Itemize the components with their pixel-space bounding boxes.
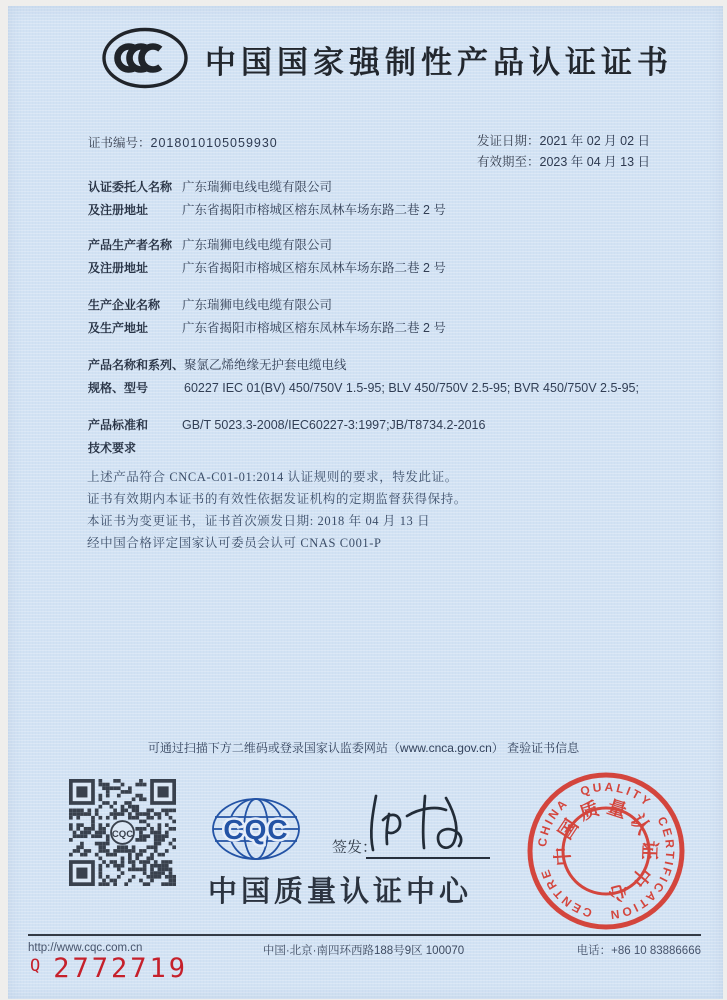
field-label: 规格、型号 — [88, 381, 149, 395]
footer-address: 中国·北京·南四环西路188号9区 100070 — [262, 945, 465, 957]
qr-code-pattern — [69, 779, 176, 886]
note-line: 本证书为变更证书，证书首次颁发日期: 2018 年 04 月 13 日 — [87, 514, 431, 528]
field-value: 60227 IEC 01(BV) 450/750V 1.5-95; BLV 450/750V 2.5-95; BVR 450/750V 2.5-95; — [184, 381, 639, 395]
footer-website: http://www.cqc.com.cn — [28, 942, 143, 954]
cert-no-value: 2018010105059930 — [150, 136, 278, 150]
field-value: 聚氯乙烯绝缘无护套电缆电线 — [184, 358, 347, 372]
serial-number-stamp — [30, 953, 188, 984]
serial-prefix: Q — [30, 956, 42, 976]
field-label: 产品标准和 — [88, 418, 149, 432]
footer-phone-label: 电话： — [576, 945, 612, 957]
field-value: 广东瑞狮电线电缆有限公司 — [182, 298, 333, 312]
serial-number: 2772719 — [53, 953, 189, 984]
footer-rule — [28, 934, 701, 936]
note-line: 上述产品符合 CNCA-C01-01:2014 认证规则的要求，特发此证。 — [87, 470, 458, 484]
field-label: 及注册地址 — [88, 203, 149, 217]
certificate-title: 中国国家强制性产品认证证书 — [205, 45, 673, 80]
stamp-inner-text: 中国质量认证中心 — [552, 796, 660, 906]
issue-date-value: 2021 年 02 月 02 日 — [539, 134, 650, 148]
field-label: 技术要求 — [88, 441, 137, 455]
verify-note: 可通过扫描下方二维码或登录国家认监委网站（www.cnca.gov.cn） 查验证书信息 — [147, 741, 580, 755]
field-manufacturer — [88, 294, 446, 340]
footer-phone: +86 10 83886666 — [611, 945, 701, 957]
note-line: 证书有效期内本证书的有效性依据发证机构的定期监督获得保持。 — [87, 492, 467, 506]
field-label: 及注册地址 — [88, 261, 149, 275]
svg-text:CQC: CQC — [111, 828, 134, 840]
field-label: 生产企业名称 — [88, 298, 161, 312]
field-value: 广东省揭阳市榕城区榕东凤林车场东路二巷 2 号 — [182, 261, 446, 275]
field-applicant — [88, 176, 446, 222]
field-label: 及生产地址 — [88, 321, 149, 335]
cqc-globe-logo-icon — [210, 797, 302, 861]
field-value: 广东省揭阳市榕城区榕东凤林车场东路二巷 2 号 — [182, 203, 446, 217]
field-value: 广东瑞狮电线电缆有限公司 — [182, 180, 333, 194]
ccc-mark-icon — [100, 26, 190, 90]
field-label: 认证委托人名称 — [88, 180, 173, 194]
sign-label: 签发： — [332, 840, 378, 856]
field-standards — [88, 414, 485, 460]
certificate-notes — [87, 466, 467, 554]
cqc-red-seal-stamp — [522, 764, 690, 938]
valid-date-value: 2023 年 04 月 13 日 — [539, 155, 650, 169]
qr-code — [69, 779, 176, 886]
stamp-outer-text: CHINA QUALITY CERTIFICATION CENTRE — [534, 779, 678, 923]
field-label: 产品生产者名称 — [88, 238, 173, 252]
field-value: 广东瑞狮电线电缆有限公司 — [182, 238, 333, 252]
issue-date-label: 发证日期： — [477, 134, 540, 148]
certificate-number-row — [88, 133, 278, 151]
field-product-models — [88, 354, 639, 400]
field-value: 广东省揭阳市榕城区榕东凤林车场东路二巷 2 号 — [182, 321, 446, 335]
valid-date-row — [477, 152, 650, 173]
issue-date-row — [477, 131, 650, 152]
cert-no-label: 证书编号： — [88, 136, 151, 150]
signature-underline — [366, 857, 490, 859]
handwritten-signature — [362, 790, 494, 854]
field-label: 产品名称和系列、 — [88, 358, 185, 372]
certificate-dates — [477, 131, 650, 173]
field-producer — [88, 234, 446, 280]
issuer-org-name: 中国质量认证中心 — [207, 876, 472, 908]
field-value: GB/T 5023.3-2008/IEC60227-3:1997;JB/T8734.2-2016 — [182, 418, 486, 432]
valid-date-label: 有效期至： — [477, 155, 540, 169]
note-line: 经中国合格评定国家认可委员会认可 CNAS C001-P — [87, 536, 382, 550]
cqc-logo-text: CQC — [223, 814, 289, 845]
